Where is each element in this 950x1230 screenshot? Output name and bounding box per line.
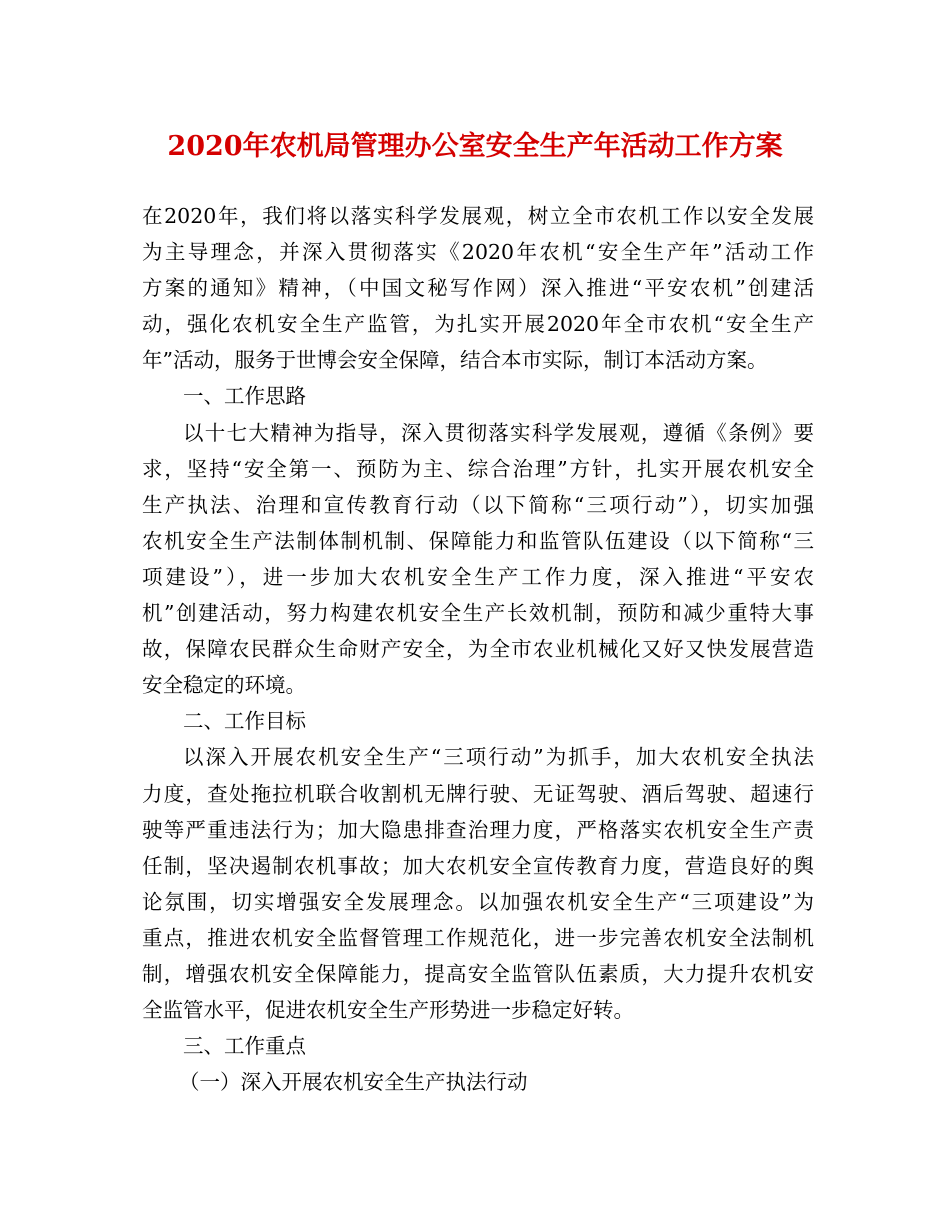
subsection-heading: （一）深入开展农机安全生产执法行动 xyxy=(179,1070,528,1095)
paragraph-line: 以深入开展农机安全生产“三项行动”为抓手，加大农机安全执法 xyxy=(183,745,814,770)
paragraph-line: 求，坚持“安全第一、预防为主、综合治理”方针，扎实开展农机安全 xyxy=(142,456,814,481)
paragraph-line: 论氛围，切实增强安全发展理念。以加强农机安全生产“三项建设”为 xyxy=(142,889,814,914)
paragraph-line: 在2020年，我们将以落实科学发展观，树立全市农机工作以安全发展 xyxy=(142,204,814,228)
paragraph-line: 项建设”），进一步加大农机安全生产工作力度，深入推进“平安农 xyxy=(142,564,814,589)
document-body xyxy=(142,198,814,1100)
paragraph-line: 年”活动，服务于世博会安全保障，结合本市实际，制订本活动方案。 xyxy=(142,348,768,373)
paragraph-line: 农机安全生产法制体制机制、保障能力和监管队伍建设（以下简称“三 xyxy=(142,528,814,553)
section-heading: 三、工作重点 xyxy=(183,1034,306,1059)
paragraph-line: 驶等严重违法行为；加大隐患排查治理力度，严格落实农机安全生产责 xyxy=(142,817,814,842)
paragraph-line: 动，强化农机安全生产监管，为扎实开展2020年全市农机“安全生产 xyxy=(142,312,814,337)
paragraph-line: 机”创建活动，努力构建农机安全生产长效机制，预防和减少重特大事 xyxy=(142,601,814,626)
section-heading: 一、工作思路 xyxy=(183,384,306,409)
paragraph-line: 方案的通知》精神，（中国文秘写作网）深入推进“平安农机”创建活 xyxy=(142,276,814,301)
document-title: 2020年农机局管理办公室安全生产年活动工作方案 xyxy=(167,131,783,162)
paragraph-line: 力度，查处拖拉机联合收割机无牌行驶、无证驾驶、酒后驾驶、超速行 xyxy=(142,781,814,806)
paragraph-line: 生产执法、治理和宣传教育行动（以下简称“三项行动”），切实加强 xyxy=(142,492,814,517)
paragraph-line: 安全稳定的环境。 xyxy=(142,673,306,698)
paragraph-line: 重点，推进农机安全监督管理工作规范化，进一步完善农机安全法制机 xyxy=(142,925,814,950)
paragraph-line: 制，增强农机安全保障能力，提高安全监管队伍素质，大力提升农机安 xyxy=(142,961,814,986)
paragraph-line: 以十七大精神为指导，深入贯彻落实科学发展观，遵循《条例》要 xyxy=(183,420,814,445)
section-heading: 二、工作目标 xyxy=(183,709,306,734)
paragraph-line: 故，保障农民群众生命财产安全，为全市农业机械化又好又快发展营造 xyxy=(142,637,814,662)
paragraph-line: 为主导理念，并深入贯彻落实《2020年农机“安全生产年”活动工作 xyxy=(142,240,814,265)
paragraph-line: 任制，坚决遏制农机事故；加大农机安全宣传教育力度，营造良好的舆 xyxy=(142,853,814,878)
paragraph-line: 全监管水平，促进农机安全生产形势进一步稳定好转。 xyxy=(142,998,634,1023)
